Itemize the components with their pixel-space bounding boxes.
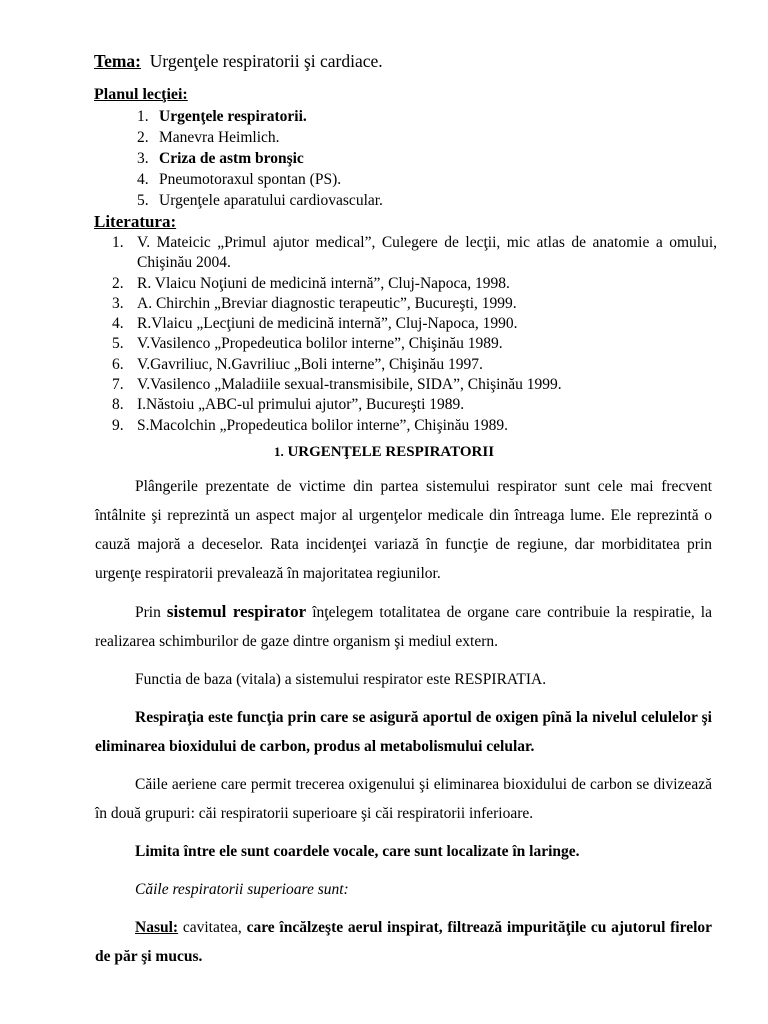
section-body (95, 472, 712, 980)
paragraph: Prin sistemul respirator înţelegem totalitatea de organe care contribuie la respiratie, la realizarea schimburilor de gaze dintre organism şi mediul extern. (95, 602, 712, 650)
list-item: 7. V.Vasilenco „Maladiile sexual-transmisibile, SIDA”, Chişinău 1999. (112, 376, 562, 394)
section-heading (0, 444, 768, 461)
list-item: 4. R.Vlaicu „Lecţiuni de medicină internă”, Cluj-Napoca, 1990. (112, 315, 518, 333)
paragraph: Plângerile prezentate de victime din partea sistemului respirator sunt cele mai frecvent întâlnite şi reprezintă un aspect major al urgenţelor medicale din întreaga lume. Ele reprezintă o cauză majoră a deceselor. Rata incidenţei variază în funcţie de regiune, dar morbiditatea prin urgenţe respiratorii prevalează în majoritatea regiunilor. (95, 478, 712, 582)
list-item: 5. V.Vasilenco „Propedeutica bolilor interne”, Chişinău 1989. (112, 335, 503, 353)
section-title: URGENŢELE RESPIRATORII (287, 444, 495, 460)
lesson-plan-heading: Planul lecţiei: (94, 86, 188, 103)
section-number: 1. (273, 444, 284, 459)
paragraph: Respiraţia este funcţia prin care se asigură aportul de oxigen pînă la nivelul celulelor şi eliminarea bioxidului de carbon, produs al metabolismului celular. (95, 709, 712, 755)
key-term: sistemul respirator (166, 602, 307, 621)
list-item: 3. Criza de astm bronşic (137, 150, 304, 167)
paragraph: Limita între ele sunt coardele vocale, care sunt localizate în laringe. (135, 843, 580, 860)
list-item: 5. Urgenţele aparatului cardiovascular. (137, 192, 383, 209)
list-item: 1. Urgenţele respiratorii. (137, 108, 307, 125)
literature-heading: Literatura: (94, 212, 177, 231)
list-item: 2. Manevra Heimlich. (137, 129, 280, 146)
paragraph: Nasul: cavitatea, care încălzeşte aerul inspirat, filtrează impurităţile cu ajutorul firelor de păr şi mucus. (95, 919, 713, 965)
lesson-topic (94, 51, 383, 72)
list-item: 1. V. Mateicic „Primul ajutor medical”, Culegere de lecţii, mic atlas de anatomie a omului, Chişinău 2004. (112, 234, 717, 272)
list-item: 4. Pneumotoraxul spontan (PS). (137, 171, 342, 188)
list-item: 6. V.Gavriliuc, N.Gavriliuc „Boli interne”, Chişinău 1997. (112, 355, 483, 373)
paragraph: Căile aeriene care permit trecerea oxigenului şi eliminarea bioxidului de carbon se divizează în două grupuri: căi respiratorii superioare şi căi respiratorii inferioare. (95, 776, 712, 822)
paragraph: Căile respiratorii superioare sunt: (135, 881, 349, 898)
literature-list (112, 233, 717, 436)
list-item: 8. I.Năstoiu „ABC-ul primului ajutor”, Bucureşti 1989. (112, 396, 465, 414)
list-item: 3. A. Chirchin „Breviar diagnostic terapeutic”, Bucureşti, 1999. (112, 294, 517, 312)
list-item: 9. S.Macolchin „Propedeutica bolilor interne”, Chişinău 1989. (112, 416, 509, 434)
topic-text: Urgenţele respiratorii şi cardiace. (149, 51, 383, 71)
lesson-plan-list (137, 106, 383, 211)
key-term: Nasul: (135, 919, 179, 936)
topic-label: Tema: (94, 51, 141, 71)
paragraph: Functia de baza (vitala) a sistemului respirator este RESPIRATIA. (135, 671, 547, 688)
list-item: 2. R. Vlaicu Noţiuni de medicină internă”, Cluj-Napoca, 1998. (112, 274, 510, 292)
